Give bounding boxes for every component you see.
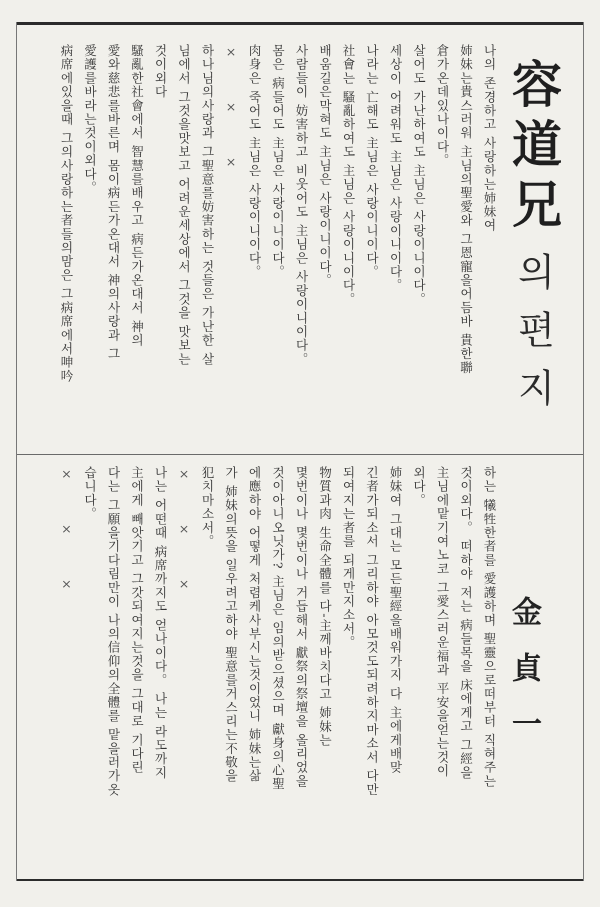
text-column: 것이외다。 떠하야 저는 病들목을 床에게고 그經을 [458,466,474,780]
text-column: 物質과肉 生命全體를 다-主께바치다고 姉妹는 [317,466,333,748]
title-sub: 의편지 [511,252,555,426]
text-column: 살어도 가난하여도 主님은 사랑이니이다。 [411,44,427,307]
text-column: 姉妹는貴스러워 主님의聖愛와 그恩寵을어듬바 貴한聯 [458,44,474,375]
text-column: 나라는 亡해도 主님은 사랑이니이다。 [364,44,380,279]
text-column: 것이아니오닛가? 主님은 임의받으셨으며 獻身의心聖 [270,466,286,791]
section-marks: × × × [59,466,74,609]
text-column: 騷亂한社會에서 智慧를배우고 病든가온대서 神의 [129,44,145,348]
text-column: 에應하야 어떻게 처렴케사부시는것이었니 姉妹는삶 [247,466,262,783]
text-column: 습니다。 [82,466,98,521]
text-column: 나의 존경하고 사랑하는姉妹여 [482,44,497,233]
text-column: 것이외다 [153,44,168,99]
title-main: 容道兄 [504,58,563,238]
text-column: 主님에맡기여노코 그愛스러운福과 平安을얻는것이 [435,466,450,778]
middle-rule [16,454,584,455]
text-column: 犯치마소서。 [200,466,215,549]
text-column: 긴者가되소서 그리하야 아모것도되려하지마소서 다만 [364,466,380,797]
text-column: 愛와慈悲를바른며 몸이病든가온대서 神의사랑과 그 [106,44,121,361]
text-column: 세상이 어려워도 主님은 사랑이니이다。 [388,44,403,293]
article-title [498,58,568,426]
text-column: 님에서 그것을맛보고 어려운세상에서 그것을 맛보는 [176,44,192,367]
text-column: 나는 어떤때 病席까지도 얻나이다。 나는 라도까지 [153,466,168,780]
text-column: 몸은 病들어도 主님은 사랑이니이다。 [270,44,286,279]
right-rule [583,22,584,881]
text-column: 하나님의사랑과 그聖意를妨害하는 것들은 가난한 살 [200,44,215,367]
text-column: 病席에있을때 그의사랑하는者들의맘은 그病席에서呻吟 [59,44,74,384]
text-column: 社會는 騷亂하여도 主님은 사랑이니이다。 [341,44,356,307]
text-column: 다는 그願을기다림만이 나의信仰의全體를 맡을러가옷 [106,466,121,797]
author-name: 金貞一 [506,596,541,764]
text-column: 되여지는者를 되게만지소서。 [341,466,356,650]
top-rule [16,22,584,25]
upper-text-block [30,44,500,444]
text-column: 姉妹여 그대는 모든聖經을배워가지 다 主에게배맞 [388,466,403,775]
section-marks: × × × [223,44,239,187]
section-marks: × × × [176,466,192,609]
text-column: 몇번이나 몇번이나 거듭해서 獻祭의祭壇을 올리었을 [294,466,309,789]
text-column: 主에게 빼앗기고 그갓되여지는것을 그대로 기다린 [129,466,145,775]
text-column: 외다。 [411,466,427,508]
text-column: 肉身은 죽어도 主님은 사랑이니이다。 [247,44,262,279]
text-column: 愛護를바라는것이외다。 [82,44,98,195]
lower-text-block [30,466,500,866]
text-column: 倉가온데있나이다。 [435,44,450,168]
text-column: 사람들이 妨害하고 비웃어도 主님은 사랑이니이다。 [294,44,309,367]
left-rule [16,22,17,881]
text-column: 하는 犧牲한者를 愛護하며 聖靈으로떠부터 직혀주는 [482,466,497,789]
bottom-rule [16,879,584,881]
text-column: 배움길은막혀도 主님은 사랑이니이다。 [317,44,333,288]
text-column: 가 姉妹의뜻을 일우려고하야 聖意를거스리는不敬을 [223,466,239,783]
